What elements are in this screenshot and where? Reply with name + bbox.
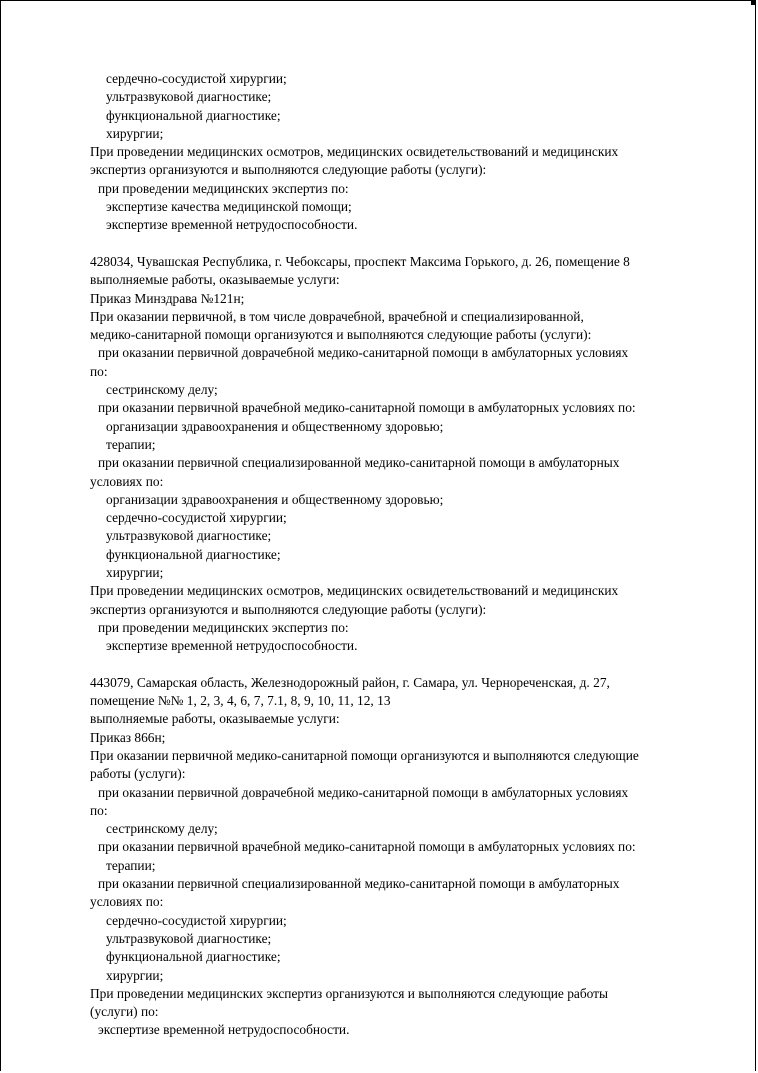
text-line: экспертизе временной нетрудоспособности. [106,217,358,233]
text-line: функциональной диагностике; [106,546,281,562]
text-line: экспертиз организуются и выполняются следующие работы (услуги): [90,162,487,178]
section-block-1 [90,70,730,235]
text-line: ультразвуковой диагностике; [106,89,272,105]
section-gap [90,656,730,674]
text-line: функциональной диагностике; [106,949,281,965]
text-line: хирургии; [106,565,164,581]
section-block-2-cheboksary [90,253,730,656]
text-line: При проведении медицинских экспертиз организуются и выполняются следующие работы [90,985,609,1001]
text-line: при оказании первичной специализированной медико-санитарной помощи в амбулаторных [98,876,620,892]
text-line: хирургии; [106,125,164,141]
text-line: сердечно-сосудистой хирургии; [106,912,287,928]
text-line: 443079, Самарская область, Железнодорожный район, г. Самара, ул. Чернореченская, д. 27, [90,674,610,690]
text-line: При оказании первичной медико-санитарной помощи организуются и выполняются следующие [90,747,639,763]
text-line: выполняемые работы, оказываемые услуги: [90,272,340,288]
text-line: 428034, Чувашская Республика, г. Чебоксары, проспект Максима Горького, д. 26, помещение 8 [90,253,630,269]
text-line: Приказ Минздрава №121н; [90,290,245,306]
text-line: При оказании первичной, в том числе доврачебной, врачебной и специализированной, [90,308,584,324]
section-gap [90,235,730,253]
text-line: сестринскому делу; [106,382,218,398]
text-line: при оказании первичной доврачебной медико-санитарной помощи в амбулаторных условиях [98,784,629,800]
text-line: при проведении медицинских экспертиз по: [98,180,349,196]
text-line: условиях по: [90,894,164,910]
text-line: сестринскому делу; [106,821,218,837]
text-line: при проведении медицинских экспертиз по: [98,619,349,635]
text-line: выполняемые работы, оказываемые услуги: [90,711,340,727]
text-line: Приказ 866н; [90,729,166,745]
text-line: организации здравоохранения и общественному здоровью; [106,418,444,434]
text-line: условиях по: [90,473,164,489]
text-line: медико-санитарной помощи организуются и выполняются следующие работы (услуги): [90,327,592,343]
text-line: экспертизе качества медицинской помощи; [106,199,352,215]
text-line: терапии; [106,436,156,452]
text-line: При проведении медицинских осмотров, медицинских освидетельствований и медицинских [90,583,619,599]
text-line: по: [90,802,108,818]
text-line: при оказании первичной врачебной медико-санитарной помощи в амбулаторных условиях по: [98,839,636,855]
text-line: организации здравоохранения и общественному здоровью; [106,491,444,507]
text-line: при оказании первичной специализированной медико-санитарной помощи в амбулаторных [98,455,620,471]
text-line: помещение №№ 1, 2, 3, 4, 6, 7, 7.1, 8, 9, 10, 11, 12, 13 [90,693,391,709]
document-body [90,70,730,1040]
text-line: работы (услуги): [90,766,186,782]
text-line: При проведении медицинских осмотров, медицинских освидетельствований и медицинских [90,144,619,160]
text-line: сердечно-сосудистой хирургии; [106,510,287,526]
text-line: хирургии; [106,967,164,983]
text-line: ультразвуковой диагностике; [106,930,272,946]
section-block-3-samara [90,674,730,1040]
text-line: сердечно-сосудистой хирургии; [106,71,287,86]
text-line: при оказании первичной врачебной медико-санитарной помощи в амбулаторных условиях по: [98,400,636,416]
text-line: ультразвуковой диагностике; [106,528,272,544]
page-corner-mark [751,1,755,5]
text-line: (услуги) по: [90,1004,159,1020]
text-line: экспертиз организуются и выполняются следующие работы (услуги): [90,601,487,617]
text-line: терапии; [106,857,156,873]
text-line: экспертизе временной нетрудоспособности. [106,638,358,654]
text-line: экспертизе временной нетрудоспособности. [98,1022,350,1038]
text-line: по: [90,363,108,379]
text-line: функциональной диагностике; [106,107,281,123]
text-line: при оказании первичной доврачебной медико-санитарной помощи в амбулаторных условиях [98,345,629,361]
